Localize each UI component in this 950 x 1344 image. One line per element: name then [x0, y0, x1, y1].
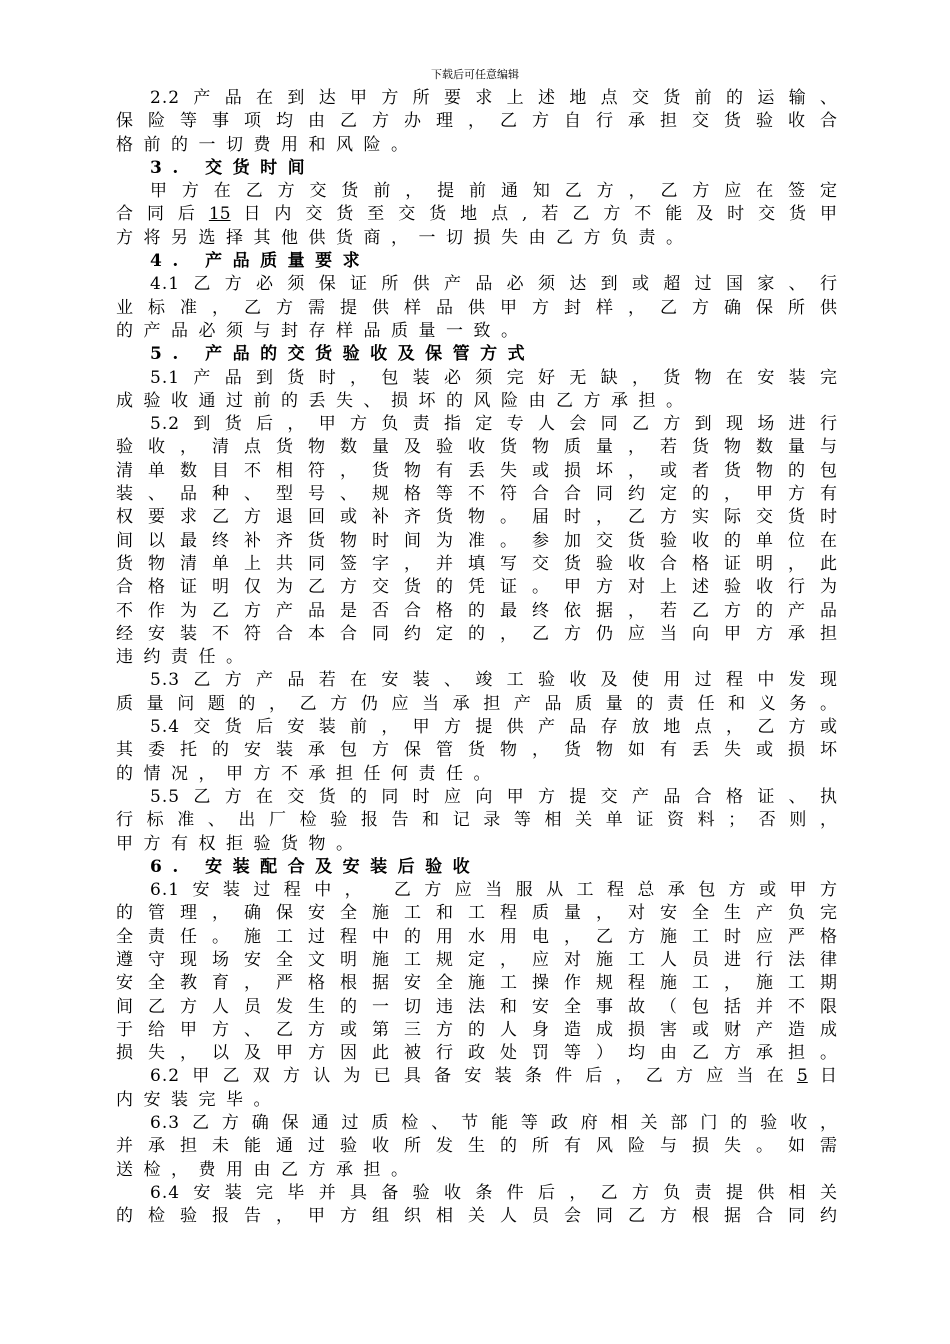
text-line — [116, 1065, 838, 1088]
text-line: 5.4交货后安装前，甲方提供产品存放地点，乙方或 — [150, 717, 838, 738]
text-line: 于给甲方、乙方或第三方的人身造成损害或财产造成 — [116, 1019, 838, 1040]
text-line: 送检，费用由乙方承担。 — [116, 1159, 419, 1180]
text-line: 内安装完毕。 — [116, 1089, 281, 1110]
text-line: 全责任。施工过程中的用水用电，乙方施工时应严格 — [116, 926, 838, 947]
text-line: 合格证明仅为乙方交货的凭证。甲方对上述验收行为 — [116, 577, 838, 598]
underlined-value: 15 — [208, 204, 231, 225]
page-header: 下载后可任意编辑 — [431, 68, 519, 81]
text-line: 5.1产品到货时，包装必须完好无缺，货物在安装完 — [150, 367, 838, 388]
text-line: 方将另选择其他供货商，一切损失由乙方负责。 — [116, 227, 694, 248]
text-line: 2.2产品在到达甲方所要求上述地点交货前的运输、 — [150, 88, 838, 108]
text-line: 间乙方人员发生的一切违法和安全事故（包括并不限 — [116, 996, 838, 1017]
text-line: 货物清单上共同签字，并填写交货验收合格证明，此 — [116, 553, 838, 574]
text-line: 6.4安装完毕并具备验收条件后，乙方负责提供相关 — [150, 1182, 838, 1203]
text-line: 验收，清点货物数量及验收货物质量，若货物数量与 — [116, 437, 838, 458]
section-heading: 3. 交货时间 — [150, 157, 316, 178]
text-line: 5.3乙方产品若在安装、竣工验收及使用过程中发现 — [150, 670, 838, 691]
text-line: 6.3乙方确保通过质检、节能等政府相关部门的验收， — [150, 1113, 838, 1134]
section-heading: 6. 安装配合及安装后验收 — [150, 856, 481, 877]
text-line: 安全教育，严格根据安全施工操作规程施工，施工期 — [116, 973, 838, 994]
text-line: 质量问题的，乙方仍应当承担产品质量的责任和义务。 — [116, 693, 838, 714]
text-line: 不作为乙方产品是否合格的最终依据，若乙方的产品 — [116, 600, 838, 621]
text-line: 4.1乙方必须保证所供产品必须达到或超过国家、行 — [150, 274, 838, 295]
text-line: 5.2到货后，甲方负责指定专人会同乙方到现场进行 — [150, 414, 838, 435]
text-line: 的情况，甲方不承担任何责任。 — [116, 763, 501, 784]
text-line: 甲方有权拒验货物。 — [116, 833, 364, 854]
text-line: 清单数目不相符，货物有丢失或损坏，或者货物的包 — [116, 460, 838, 481]
text-line: 的管理，确保安全施工和工程质量，对安全生产负完 — [116, 903, 838, 924]
text-line: 经安装不符合本合同约定的，乙方仍应当向甲方承担 — [116, 623, 838, 644]
text-line: 的产品必须与封存样品质量一致。 — [116, 320, 529, 341]
text-segment: 日 — [807, 1066, 838, 1087]
text-line: 6.1安装过程中， 乙方应当服从工程总承包方或甲方 — [150, 880, 838, 901]
text-line: 并承担未能通过验收所发生的所有风险与损失。如需 — [116, 1136, 838, 1157]
text-segment: 6.2甲乙双方认为已具备安装条件后，乙方应当在 — [150, 1066, 797, 1087]
text-segment: 合同后 — [116, 204, 209, 225]
document-body — [116, 87, 838, 1229]
text-line: 违约责任。 — [116, 647, 254, 668]
text-line: 格前的一切费用和风险。 — [116, 134, 419, 155]
text-line: 装、品种、型号、规格等不符合合同约定的，甲方有 — [116, 484, 838, 505]
text-line: 其委托的安装承包方保管货物，货物如有丢失或损坏 — [116, 740, 838, 761]
text-line: 间以最终补齐货物时间为准。参加交货验收的单位在 — [116, 530, 838, 551]
text-line: 甲方在乙方交货前，提前通知乙方，乙方应在签定 — [150, 181, 838, 202]
text-line: 的检验报告，甲方组织相关人员会同乙方根据合同约 — [116, 1206, 838, 1227]
section-heading: 4. 产品质量要求 — [150, 251, 371, 272]
text-line: 行标准、出厂检验报告和记录等相关单证资料；否则， — [116, 810, 838, 831]
text-line: 成验收通过前的丢失、损坏的风险由乙方承担。 — [116, 390, 694, 411]
text-segment: 日内交货至交货地点,若乙方不能及时交货甲 — [230, 204, 839, 225]
underlined-value: 5 — [796, 1066, 808, 1087]
text-line: 遵守现场安全文明施工规定，应对施工人员进行法律 — [116, 949, 838, 970]
text-line — [116, 203, 838, 226]
section-heading: 5. 产品的交货验收及保管方式 — [150, 344, 536, 365]
text-line: 5.5乙方在交货的同时应向甲方提交产品合格证、执 — [150, 786, 838, 807]
text-line: 业标准，乙方需提供样品供甲方封样，乙方确保所供 — [116, 297, 838, 318]
text-line: 损失，以及甲方因此被行政处罚等）均由乙方承担。 — [116, 1043, 838, 1064]
text-line: 保险等事项均由乙方办理，乙方自行承担交货验收合 — [116, 111, 838, 132]
text-line: 权要求乙方退回或补齐货物。届时，乙方实际交货时 — [116, 507, 838, 528]
